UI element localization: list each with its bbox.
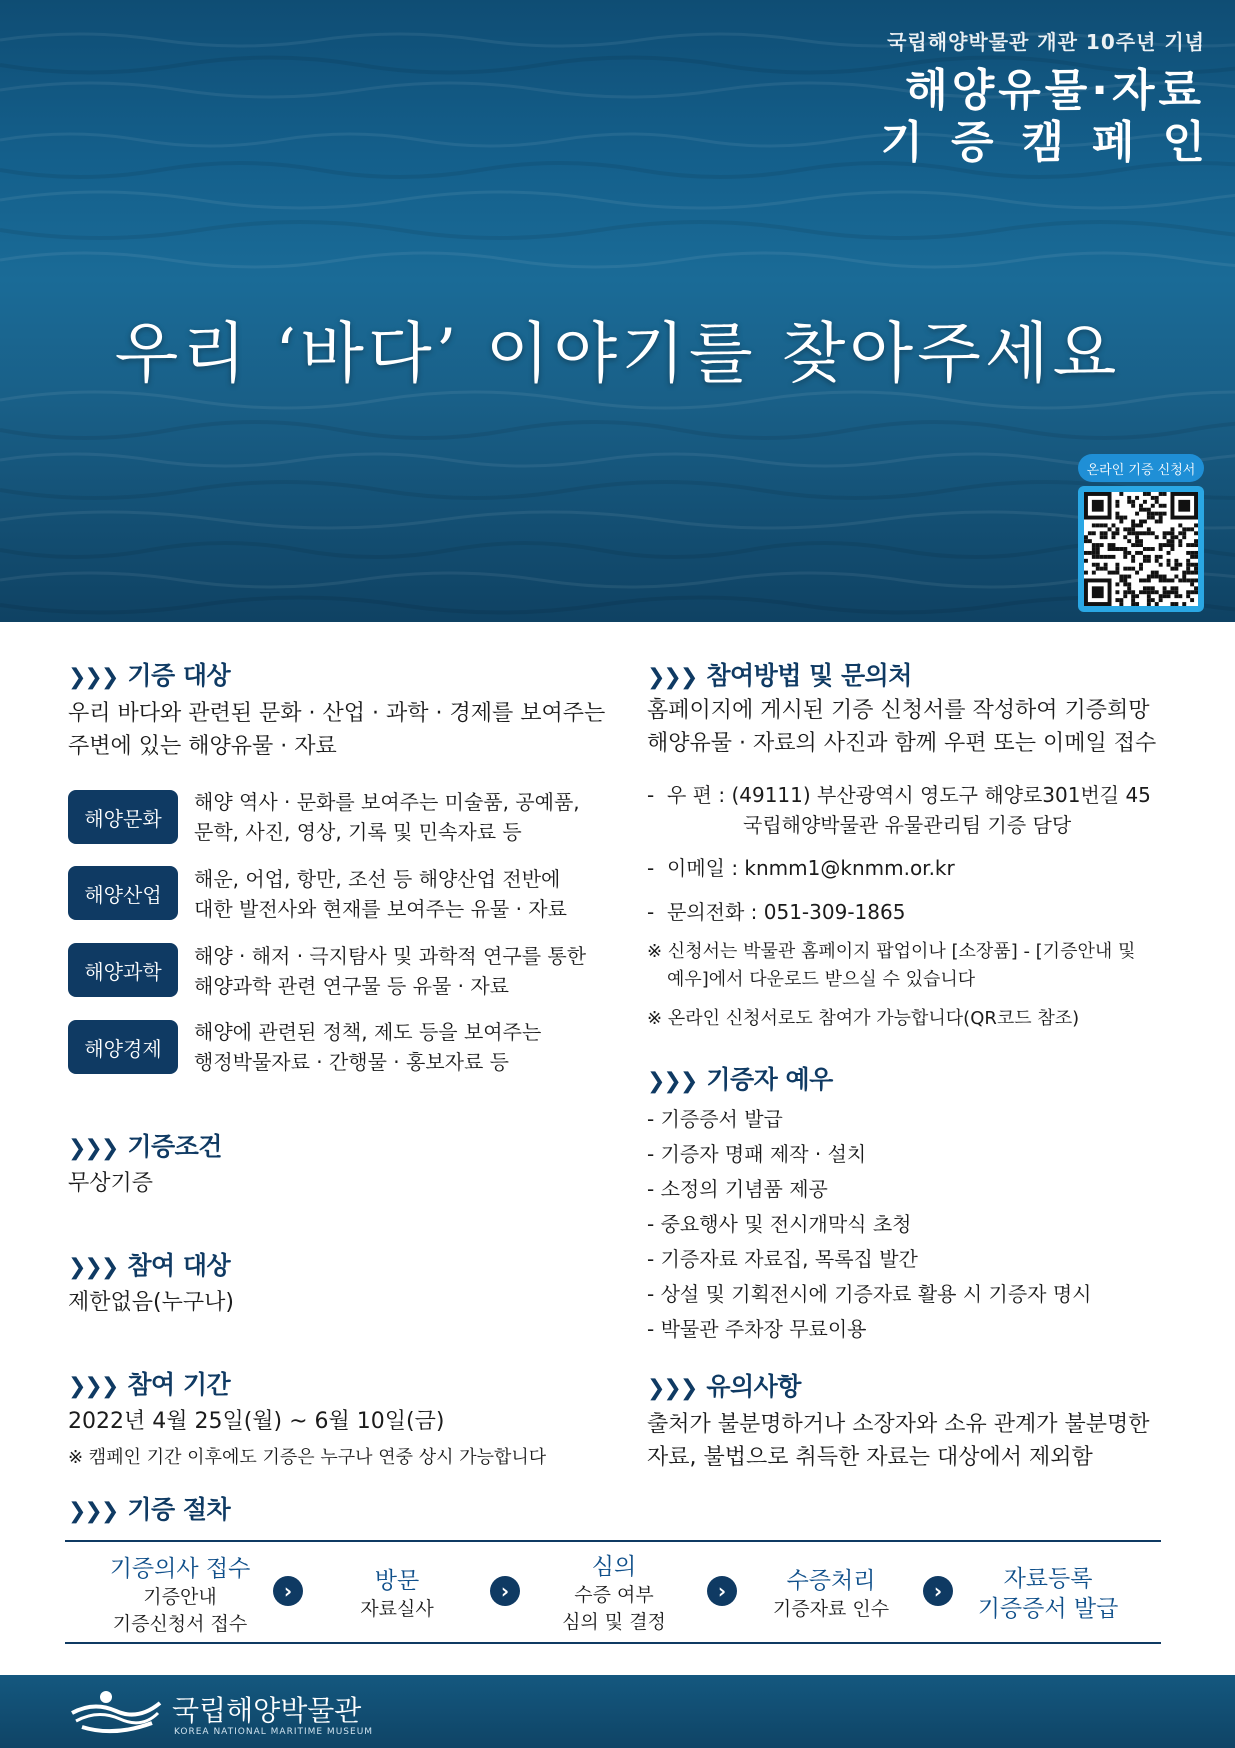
- method-heading: ❯❯❯ 참여방법 및 문의처: [647, 661, 912, 690]
- email-link[interactable]: knmm1@knmm.or.kr: [744, 856, 955, 880]
- category-description: 해양에 관련된 정책, 제도 등을 보여주는 행정박물자료 · 간행물 · 홍보자료 등: [194, 1020, 542, 1074]
- category-badge: 해양과학: [68, 943, 178, 997]
- museum-name: 국립해양박물관: [172, 1694, 362, 1727]
- benefit-item: - 상설 및 기획전시에 기증자료 활용 시 기증자 명시: [647, 1282, 1092, 1306]
- method-intro: 홈페이지에 게시된 기증 신청서를 작성하여 기증희망 해양유물 · 자료의 사진과 함께 우편 또는 이메일 접수: [647, 698, 1157, 756]
- category-badge: 해양경제: [68, 1020, 178, 1074]
- period-text: 2022년 4월 25일(월) ~ 6월 10일(금): [68, 1409, 445, 1434]
- targets-intro: 우리 바다와 관련된 문화 · 산업 · 과학 · 경제를 보여주는 주변에 있는 해양유물 · 자료: [68, 701, 606, 759]
- chevron-right-icon: ❯❯❯: [68, 1136, 118, 1161]
- condition-text: 무상기증: [68, 1171, 154, 1196]
- post-department: 국립해양박물관 유물관리팀 기증 담당: [743, 813, 1072, 837]
- post-address: (49111) 부산광역시 영도구 해양로301번길 45: [731, 783, 1151, 807]
- museum-logo-icon: [68, 1687, 164, 1737]
- category-badge: 해양문화: [68, 790, 178, 844]
- period-note: ※ 캠페인 기간 이후에도 기증은 누구나 연중 상시 가능합니다: [68, 1447, 547, 1468]
- caution-text: 출처가 불분명하거나 소장자와 소유 관계가 불분명한 자료, 불법으로 취득한 자료는 대상에서 제외함: [647, 1412, 1150, 1470]
- chevron-right-icon: ❯❯❯: [68, 1499, 118, 1524]
- chevron-right-icon: ❯❯❯: [647, 1376, 697, 1401]
- chevron-right-icon: ❯❯❯: [647, 1069, 697, 1094]
- condition-heading: ❯❯❯ 기증조건: [68, 1132, 222, 1161]
- contact-phone: - 문의전화 : 051-309-1865: [647, 900, 906, 924]
- hero-banner: [0, 0, 1235, 622]
- procedure-step: 심의 수증 여부 심의 및 결정: [562, 1554, 666, 1633]
- footer: [0, 1675, 1235, 1748]
- benefit-item: - 기증자료 자료집, 목록집 발간: [647, 1247, 918, 1271]
- procedure-top-rule: [65, 1540, 1161, 1542]
- procedure-step: 수증처리 기증자료 인수: [772, 1568, 890, 1620]
- chevron-right-icon: ❯❯❯: [68, 1374, 118, 1399]
- arrow-right-icon: ›: [923, 1576, 953, 1606]
- chevron-right-icon: ❯❯❯: [647, 665, 697, 690]
- targets-heading: ❯❯❯ 기증 대상: [68, 661, 231, 690]
- benefit-item: - 기증자 명패 제작 · 설치: [647, 1142, 867, 1166]
- chevron-right-icon: ❯❯❯: [68, 1255, 118, 1280]
- benefit-item: - 소정의 기념품 제공: [647, 1177, 828, 1201]
- category-description: 해양 · 해저 · 극지탐사 및 과학적 연구를 통한 해양과학 관련 연구물 등 유물 · 자료: [194, 944, 587, 998]
- arrow-right-icon: ›: [490, 1576, 520, 1606]
- eligibility-text: 제한없음(누구나): [68, 1290, 234, 1315]
- benefits-heading: ❯❯❯ 기증자 예우: [647, 1065, 833, 1094]
- contact-email: - 이메일 : knmm1@knmm.or.kr: [647, 856, 955, 880]
- download-note: ※ 신청서는 박물관 홈페이지 팝업이나 [소장품] - [기증안내 및 예우]에서 다운로드 받으실 수 있습니다: [647, 941, 1136, 990]
- benefit-item: - 박물관 주차장 무료이용: [647, 1317, 867, 1341]
- chevron-right-icon: ❯❯❯: [68, 665, 118, 690]
- campaign-header: [880, 26, 1233, 169]
- online-note: ※ 온라인 신청서로도 참여가 가능합니다(QR코드 참조): [647, 1008, 1080, 1029]
- caution-heading: ❯❯❯ 유의사항: [647, 1372, 801, 1401]
- benefit-item: - 기증증서 발급: [647, 1107, 783, 1131]
- arrow-right-icon: ›: [273, 1576, 303, 1606]
- contact-post: - 우 편 : (49111) 부산광역시 영도구 해양로301번길 45: [647, 783, 1151, 807]
- qr-code-icon: [1084, 492, 1198, 606]
- procedure-step: 기증의사 접수 기증안내 기증신청서 접수: [109, 1556, 251, 1635]
- category-badge: 해양산업: [68, 866, 178, 920]
- benefit-item: - 중요행사 및 전시개막식 초청: [647, 1212, 912, 1236]
- procedure-step: 방문 자료실사: [360, 1568, 434, 1620]
- qr-label: 온라인 기증 신청서: [1078, 454, 1204, 482]
- arrow-right-icon: ›: [707, 1576, 737, 1606]
- phone-number[interactable]: 051-309-1865: [763, 900, 906, 924]
- campaign-title-line1: 해양유물·자료: [905, 65, 1205, 116]
- campaign-title-line2: 기증캠페인: [880, 117, 1233, 168]
- procedure-step: 자료등록 기증증서 발급: [977, 1566, 1119, 1622]
- qr-code[interactable]: [1078, 486, 1204, 612]
- period-heading: ❯❯❯ 참여 기간: [68, 1370, 231, 1399]
- category-description: 해양 역사 · 문화를 보여주는 미술품, 공예품, 문학, 사진, 영상, 기록 및 민속자료 등: [194, 790, 580, 844]
- eligibility-heading: ❯❯❯ 참여 대상: [68, 1251, 231, 1280]
- campaign-subtitle: 국립해양박물관 개관 10주년 기념: [887, 30, 1205, 54]
- category-description: 해운, 어업, 항만, 조선 등 해양산업 전반에 대한 발전사와 현재를 보여주는 유물 · 자료: [194, 867, 567, 921]
- slogan: 우리 ‘바다’ 이야기를 찾아주세요: [114, 315, 1121, 392]
- museum-name-en: KOREA NATIONAL MARITIME MUSEUM: [174, 1727, 374, 1737]
- procedure-bottom-rule: [65, 1642, 1161, 1644]
- procedure-heading: ❯❯❯ 기증 절차: [68, 1495, 231, 1524]
